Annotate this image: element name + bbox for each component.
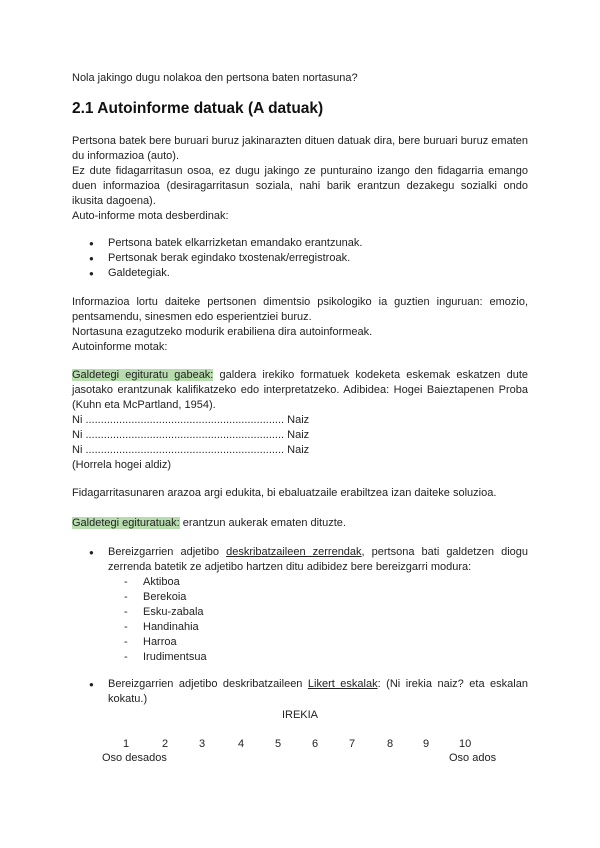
structured-questionnaire-paragraph — [72, 516, 528, 531]
list-item — [72, 545, 528, 575]
likert-scale-link: Likert eskalak — [307, 678, 378, 690]
paragraph-most-used: Nortasuna ezagutzeko modurik erabiliena dira autoinformeak. — [72, 326, 373, 338]
adjective-item: - Harroa — [124, 635, 528, 650]
structured-label-highlight: Galdetegi egituratuak: — [72, 517, 180, 529]
list-item: ● Pertsonak berak egindako txostenak/erregistroak. — [72, 251, 528, 266]
scale-right-label: Oso ados — [449, 752, 497, 764]
scale-number: 2 — [162, 738, 169, 750]
adjective-item: - Esku-zabala — [124, 605, 528, 620]
adjective-examples — [72, 575, 528, 665]
scale-number: 9 — [423, 738, 430, 750]
list-item — [72, 677, 528, 707]
fill-in-line: Ni ................................................................. Naiz — [72, 414, 310, 426]
adjective-item: - Handinahia — [124, 620, 528, 635]
scale-number: 7 — [349, 738, 356, 750]
adjective-list-block — [72, 545, 528, 665]
structured-text: erantzun aukerak ematen dituzte. — [179, 517, 346, 529]
scale-left-label: Oso desados — [102, 752, 167, 764]
unstructured-label-highlight: Galdetegi egituratu gabeak: — [72, 369, 214, 381]
scale-number: 4 — [238, 738, 245, 750]
scale-number: 5 — [275, 738, 282, 750]
repeat-note: (Horrela hogei aldiz) — [72, 459, 172, 471]
bullet-text: , pertsona bati galdetzen diogu zerrenda batetik ze adjetibo hartzen ditu adibidez bere bereizgarri modura: — [108, 546, 528, 573]
paragraph-reliability-note: Ez dute fidagarritasun osoa, ez dugu jakingo ze punturaino izango den fidagarria emango duen informazioa (desiragarritasun soziala, nahi barik erantzun dezakegu sozialki ondo ikusita dagoena). — [72, 165, 528, 207]
adjective-list-link: deskribatzaileen zerrendak — [226, 546, 362, 558]
adjective-item: - Berekoia — [124, 590, 528, 605]
bullet-text: Bereizgarrien adjetibo deskribatzaileen — [108, 678, 308, 690]
paragraph-dimensions: Informazioa lortu daiteke pertsonen dimentsio psikologiko ia guztien inguruan: emozio, pentsamendu, sinesmen edo esperientziei buruz. — [72, 296, 528, 323]
paragraph-types-intro: Auto-informe mota desberdinak: — [72, 210, 229, 222]
bullet-text: Bereizgarrien adjetibo — [108, 546, 227, 558]
info-paragraphs — [72, 295, 528, 355]
self-report-types-list — [72, 236, 528, 281]
bullet-text: : (Ni irekia naiz? eta eskalan kokatu.) — [108, 678, 528, 705]
scale-number: 8 — [387, 738, 394, 750]
list-item: ● Galdetegiak. — [72, 266, 528, 281]
intro-question: Nola jakingo dugu nolakoa den pertsona baten nortasuna? — [72, 72, 358, 84]
scale-number: 3 — [199, 738, 206, 750]
section-title: 2.1 Autoinforme datuak (A datuak) — [72, 100, 324, 117]
unstructured-paragraph — [72, 368, 528, 413]
scale-title: IREKIA — [281, 709, 319, 721]
list-item: ● Pertsona batek elkarrizketan emandako erantzunak. — [72, 236, 528, 251]
scale-number: 1 — [123, 738, 130, 750]
adjective-item: - Irudimentsua — [124, 650, 528, 665]
scale-number: 10 — [459, 738, 472, 750]
intro-paragraphs — [72, 134, 528, 224]
likert-block — [72, 677, 528, 707]
paragraph-definition: Pertsona batek bere buruari buruz jakinarazten dituen datuak dira, bere buruari buruz ematen du informazioa (auto). — [72, 135, 528, 162]
fill-in-line: Ni ................................................................. Naiz — [72, 444, 310, 456]
adjective-item: - Aktiboa — [124, 575, 528, 590]
unstructured-text: galdera irekiko formatuek kodeketa eskemak eskatzen dute jasotako erantzunak kalifikatzeko edo interpretatzeko. Adibidea: Hogei Baieztapenen Proba (Kuhn eta McPartland, 1954). — [72, 369, 528, 411]
paragraph-report-kinds: Autoinforme motak: — [72, 341, 168, 353]
unstructured-questionnaire-block — [72, 368, 528, 473]
reliability-solution: Fidagarritasunaren arazoa argi edukita, bi ebaluatzaile erabiltzea izan daiteke soluzioa. — [72, 487, 497, 499]
scale-number: 6 — [312, 738, 319, 750]
fill-in-line: Ni ................................................................. Naiz — [72, 429, 310, 441]
